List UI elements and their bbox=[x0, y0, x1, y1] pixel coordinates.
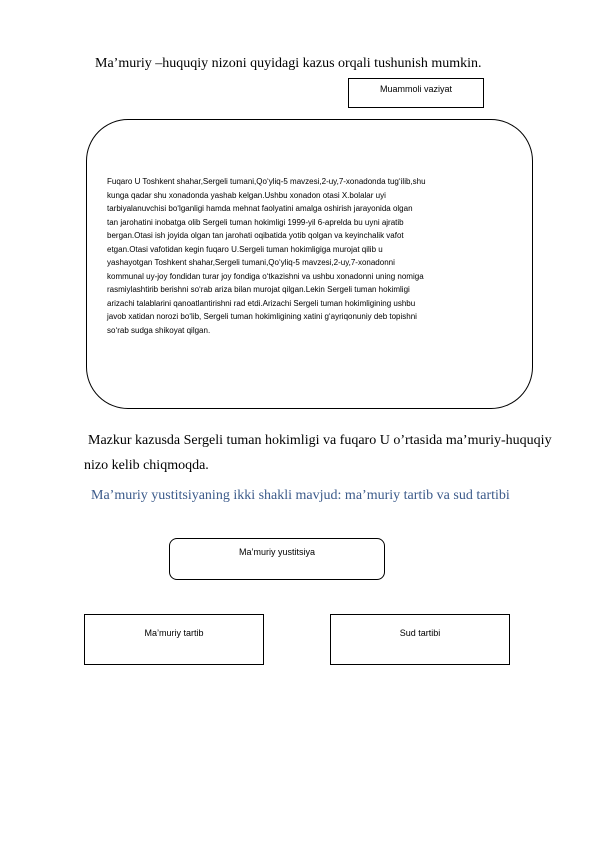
case-line: tarbiyalanuvchisi bo‘lganligi hamda mehnat faolyatini amalga oshirish jarayonida olgan bbox=[107, 204, 413, 213]
case-line: rasmiylashtirib berishni so‘rab ariza bilan murojat qilgan.Lekin Sergeli tuman hokimligi bbox=[107, 285, 410, 294]
case-line: tan jarohatini inobatga olib Sergeli tuman hokimligi 1999-yil 6-aprelda bu uyni ajratib bbox=[107, 217, 404, 227]
justice-forms-sentence: Ma’muriy yustitsiyaning ikki shakli mavjud: ma’muriy tartib va sud tartibi bbox=[91, 488, 510, 503]
problem-situation-label: Muammoli vaziyat bbox=[348, 78, 484, 108]
conclusion-paragraph-line-1: Mazkur kazusda Sergeli tuman hokimligi va fuqaro U o’rtasida ma’muriy-huquqiy bbox=[88, 433, 552, 448]
diagram-admin-procedure-box: Ma’muriy tartib bbox=[84, 614, 264, 665]
case-line: Fuqaro U Toshkent shahar,Sergeli tumani,Qo‘yliq-5 mavzesi,2-uy,7-xonadonda tug‘ilib,shu bbox=[107, 177, 426, 186]
case-line: kunga qadar shu xonadonda yashab kelgan.Ushbu xonadon otasi X.bolalar uyi bbox=[107, 190, 386, 200]
case-line: etgan.Otasi vafotidan kegin fuqaro U.Sergeli tuman hokimligiga murojat qilib u bbox=[107, 244, 383, 254]
case-line: so‘rab sudga shikoyat qilgan. bbox=[107, 325, 211, 335]
case-line: kommunal uy-joy fondidan turar joy fondiga o‘tkazishni va ushbu xonadonni uning nomiga bbox=[107, 271, 424, 281]
page-heading: Ma’muriy –huquqiy nizoni quyidagi kazus orqali tushunish mumkin. bbox=[95, 56, 482, 71]
diagram-court-procedure-box: Sud tartibi bbox=[330, 614, 510, 665]
case-line: yashayotgan Toshkent shahar,Sergeli tumani,Qo‘yliq-5 mavzesi,2-uy,7-xonadonni bbox=[107, 258, 395, 267]
case-line: bergan.Otasi ish joyida olgan tan jarohati oqibatida yotib qolgan va keyinchalik vafot bbox=[107, 231, 404, 240]
case-line: arizachi talablarini qanoatlantirishni rad etdi.Arizachi Sergeli tuman hokimligining ushbu bbox=[107, 298, 416, 308]
diagram-root-box: Ma’muriy yustitsiya bbox=[169, 538, 385, 580]
conclusion-paragraph-line-2: nizo kelib chiqmoqda. bbox=[84, 458, 209, 473]
case-text bbox=[107, 175, 515, 337]
case-line: javob xatidan norozi bo‘lib, Sergeli tuman hokimligining xatini g‘ayriqonuniy deb topishni bbox=[107, 312, 417, 321]
